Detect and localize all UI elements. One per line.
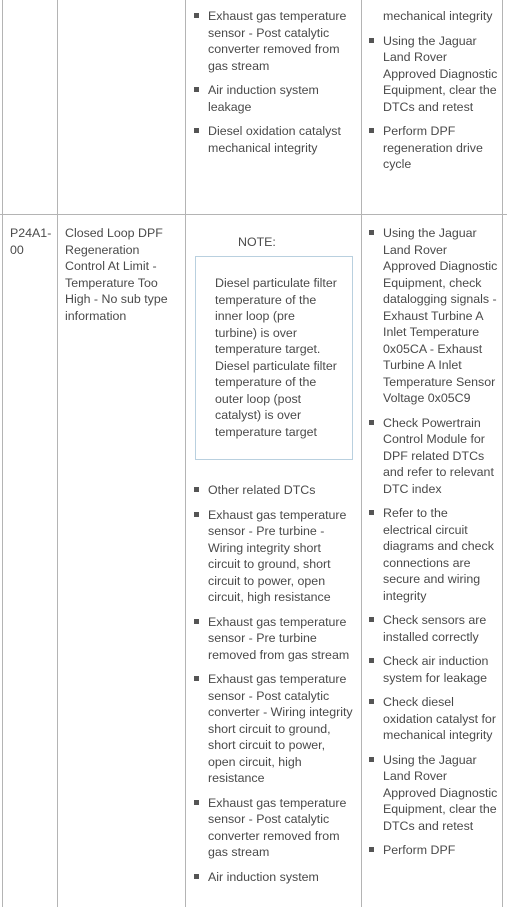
list-item: Air induction system leakage <box>194 82 354 115</box>
list-item: Diesel oxidation catalyst mechanical integrity <box>194 123 354 156</box>
list-item: Exhaust gas temperature sensor - Pre turbine removed from gas stream <box>194 614 356 664</box>
list-item: Using the Jaguar Land Rover Approved Diagnostic Equipment, clear the DTCs and retest <box>369 752 499 835</box>
list-item: Exhaust gas temperature sensor - Post catalytic converter - Wiring integrity short circuit to ground, short circuit to power, open circuit, high resistance <box>194 671 356 787</box>
list-item: Exhaust gas temperature sensor - Post catalytic converter removed from gas stream <box>194 8 354 74</box>
column-divider-1 <box>57 0 58 907</box>
top-actions-list <box>369 33 499 173</box>
dtc-description: Closed Loop DPF Regeneration Control At Limit - Temperature Too High - No sub type information <box>65 226 168 323</box>
dtc-code: P24A1-00 <box>10 226 52 257</box>
list-item: Check sensors are installed correctly <box>369 612 499 645</box>
list-item: Exhaust gas temperature sensor - Pre turbine - Wiring integrity short circuit to ground, short circuit to power, open circuit, high resistance <box>194 507 356 606</box>
dtc-actions-list <box>369 225 499 859</box>
top-causes-list <box>194 8 354 156</box>
note-heading-cell <box>194 234 354 251</box>
table-border-left <box>2 0 3 907</box>
dtc-causes-list <box>194 482 356 885</box>
list-item: Other related DTCs <box>194 482 356 499</box>
dtc-causes-cell <box>194 482 356 893</box>
table-border-right <box>502 0 503 907</box>
top-actions-cell <box>369 8 499 181</box>
column-divider-3 <box>361 0 362 907</box>
list-item: Perform DPF regeneration drive cycle <box>369 123 499 173</box>
list-item: Perform DPF <box>369 842 499 859</box>
list-item: Using the Jaguar Land Rover Approved Diagnostic Equipment, check datalogging signals - Exhaust Turbine A Inlet Temperature 0x05CA - Exhaust Turbine A Inlet Temperature Sensor Voltage 0x05C9 <box>369 225 499 407</box>
column-divider-2 <box>185 0 186 907</box>
list-item: Check Powertrain Control Module for DPF related DTCs and refer to relevant DTC index <box>369 415 499 498</box>
list-item: Refer to the electrical circuit diagrams and check connections are secure and wiring integrity <box>369 505 499 604</box>
note-text: Diesel particulate filter temperature of the inner loop (pre turbine) is over temperature target. Diesel particulate filter temperature of the outer loop (post catalyst) is over temperature target <box>215 276 337 439</box>
dtc-code-cell <box>10 225 54 258</box>
dtc-description-cell <box>65 225 181 324</box>
list-item: Air induction system <box>194 869 356 886</box>
row-divider <box>0 214 507 215</box>
list-item: Using the Jaguar Land Rover Approved Diagnostic Equipment, clear the DTCs and retest <box>369 33 499 116</box>
list-item: Check air induction system for leakage <box>369 653 499 686</box>
list-item: Check diesel oxidation catalyst for mechanical integrity <box>369 694 499 744</box>
list-item: Exhaust gas temperature sensor - Post catalytic converter removed from gas stream <box>194 795 356 861</box>
note-title: NOTE: <box>238 235 276 249</box>
note-box <box>195 256 353 460</box>
action-continuation-text: mechanical integrity <box>383 9 493 23</box>
dtc-actions-cell <box>369 225 499 867</box>
top-causes-cell <box>194 8 354 164</box>
